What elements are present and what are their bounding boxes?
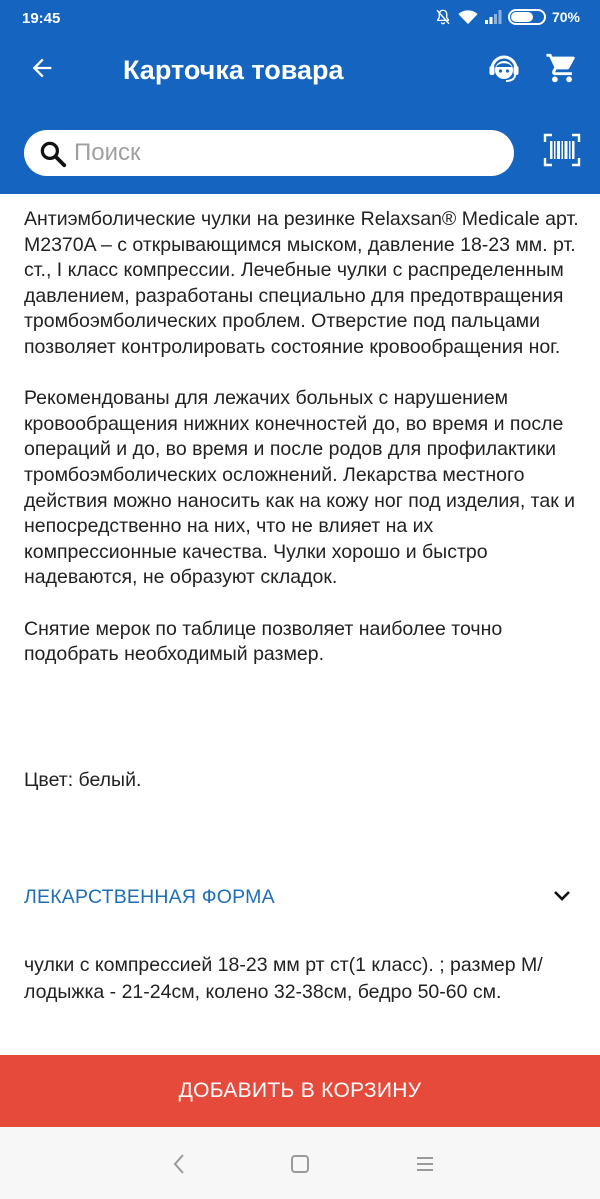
add-to-cart-button[interactable]: ДОБАВИТЬ В КОРЗИНУ [0, 1055, 600, 1127]
back-button[interactable] [20, 50, 64, 90]
support-agent-icon [487, 51, 521, 90]
dosage-form-text: чулки с компрессией 18-23 мм рт ст(1 класс). ; размер М/ лодыжка - 21-24см, колено 32-38см, бедро 50-60 см. [24, 954, 543, 1003]
description-paragraph: Снятие мерок по таблице позволяет наиболее точно подобрать необходимый размер. [24, 617, 503, 666]
status-time: 19:45 [22, 10, 61, 27]
nav-menu-icon [415, 1155, 435, 1178]
status-bar [0, 0, 600, 36]
search-box[interactable] [24, 130, 514, 176]
search-input[interactable] [72, 134, 496, 172]
battery-icon [508, 9, 546, 25]
cart-icon [545, 51, 579, 90]
barcode-scan-button[interactable] [540, 132, 584, 172]
page-title: Карточка товара [123, 55, 344, 85]
nav-home-icon [290, 1154, 310, 1179]
nav-back-icon [171, 1153, 187, 1180]
muted-bell-icon [434, 8, 452, 26]
system-nav-bar [0, 1127, 600, 1199]
cart-button[interactable] [540, 50, 584, 90]
wifi-icon [458, 9, 478, 25]
signal-icon [484, 9, 502, 25]
nav-menu-button[interactable] [410, 1151, 440, 1181]
chevron-down-icon [552, 888, 572, 909]
back-arrow-icon [28, 54, 56, 87]
description-paragraph: Рекомендованы для лежачих больных с нарушением кровообращения нижних конечностей до, во время и после операций и до, во время и после родов для профилактики тромбоэмболических осложнений. Лекарства местного действия можно наносить как на кожу ног под изделия, так и непосредственно на них, что не влияет на их компрессионные качества. Чулки хорошо и быстро надеваются, не образуют складок. [24, 387, 576, 589]
battery-level-fill [511, 12, 533, 22]
battery-percent: 70% [551, 9, 580, 25]
dosage-form-section-toggle[interactable] [0, 868, 600, 928]
product-color: Цвет: белый. [24, 769, 142, 791]
product-description [24, 207, 584, 693]
support-button[interactable] [484, 50, 524, 90]
nav-back-button[interactable] [164, 1151, 194, 1181]
nav-home-button[interactable] [285, 1151, 315, 1181]
app-bar [0, 36, 600, 194]
status-icons [434, 8, 580, 26]
barcode-icon [543, 133, 581, 172]
description-paragraph: Антиэмболические чулки на резинке Relaxsan® Medicale арт. M2370A – с открывающимся мыском, давление 18-23 мм. рт. ст., I класс компрессии. Лечебные чулки с распределенным давлением, разработаны специально для предотвращения тромбоэмболических проблем. Отверстие под пальцами позволяет контролировать состояние кровообращения ног. [24, 208, 579, 358]
section-title: ЛЕКАРСТВЕННАЯ ФОРМА [24, 886, 275, 908]
search-icon [38, 139, 68, 174]
